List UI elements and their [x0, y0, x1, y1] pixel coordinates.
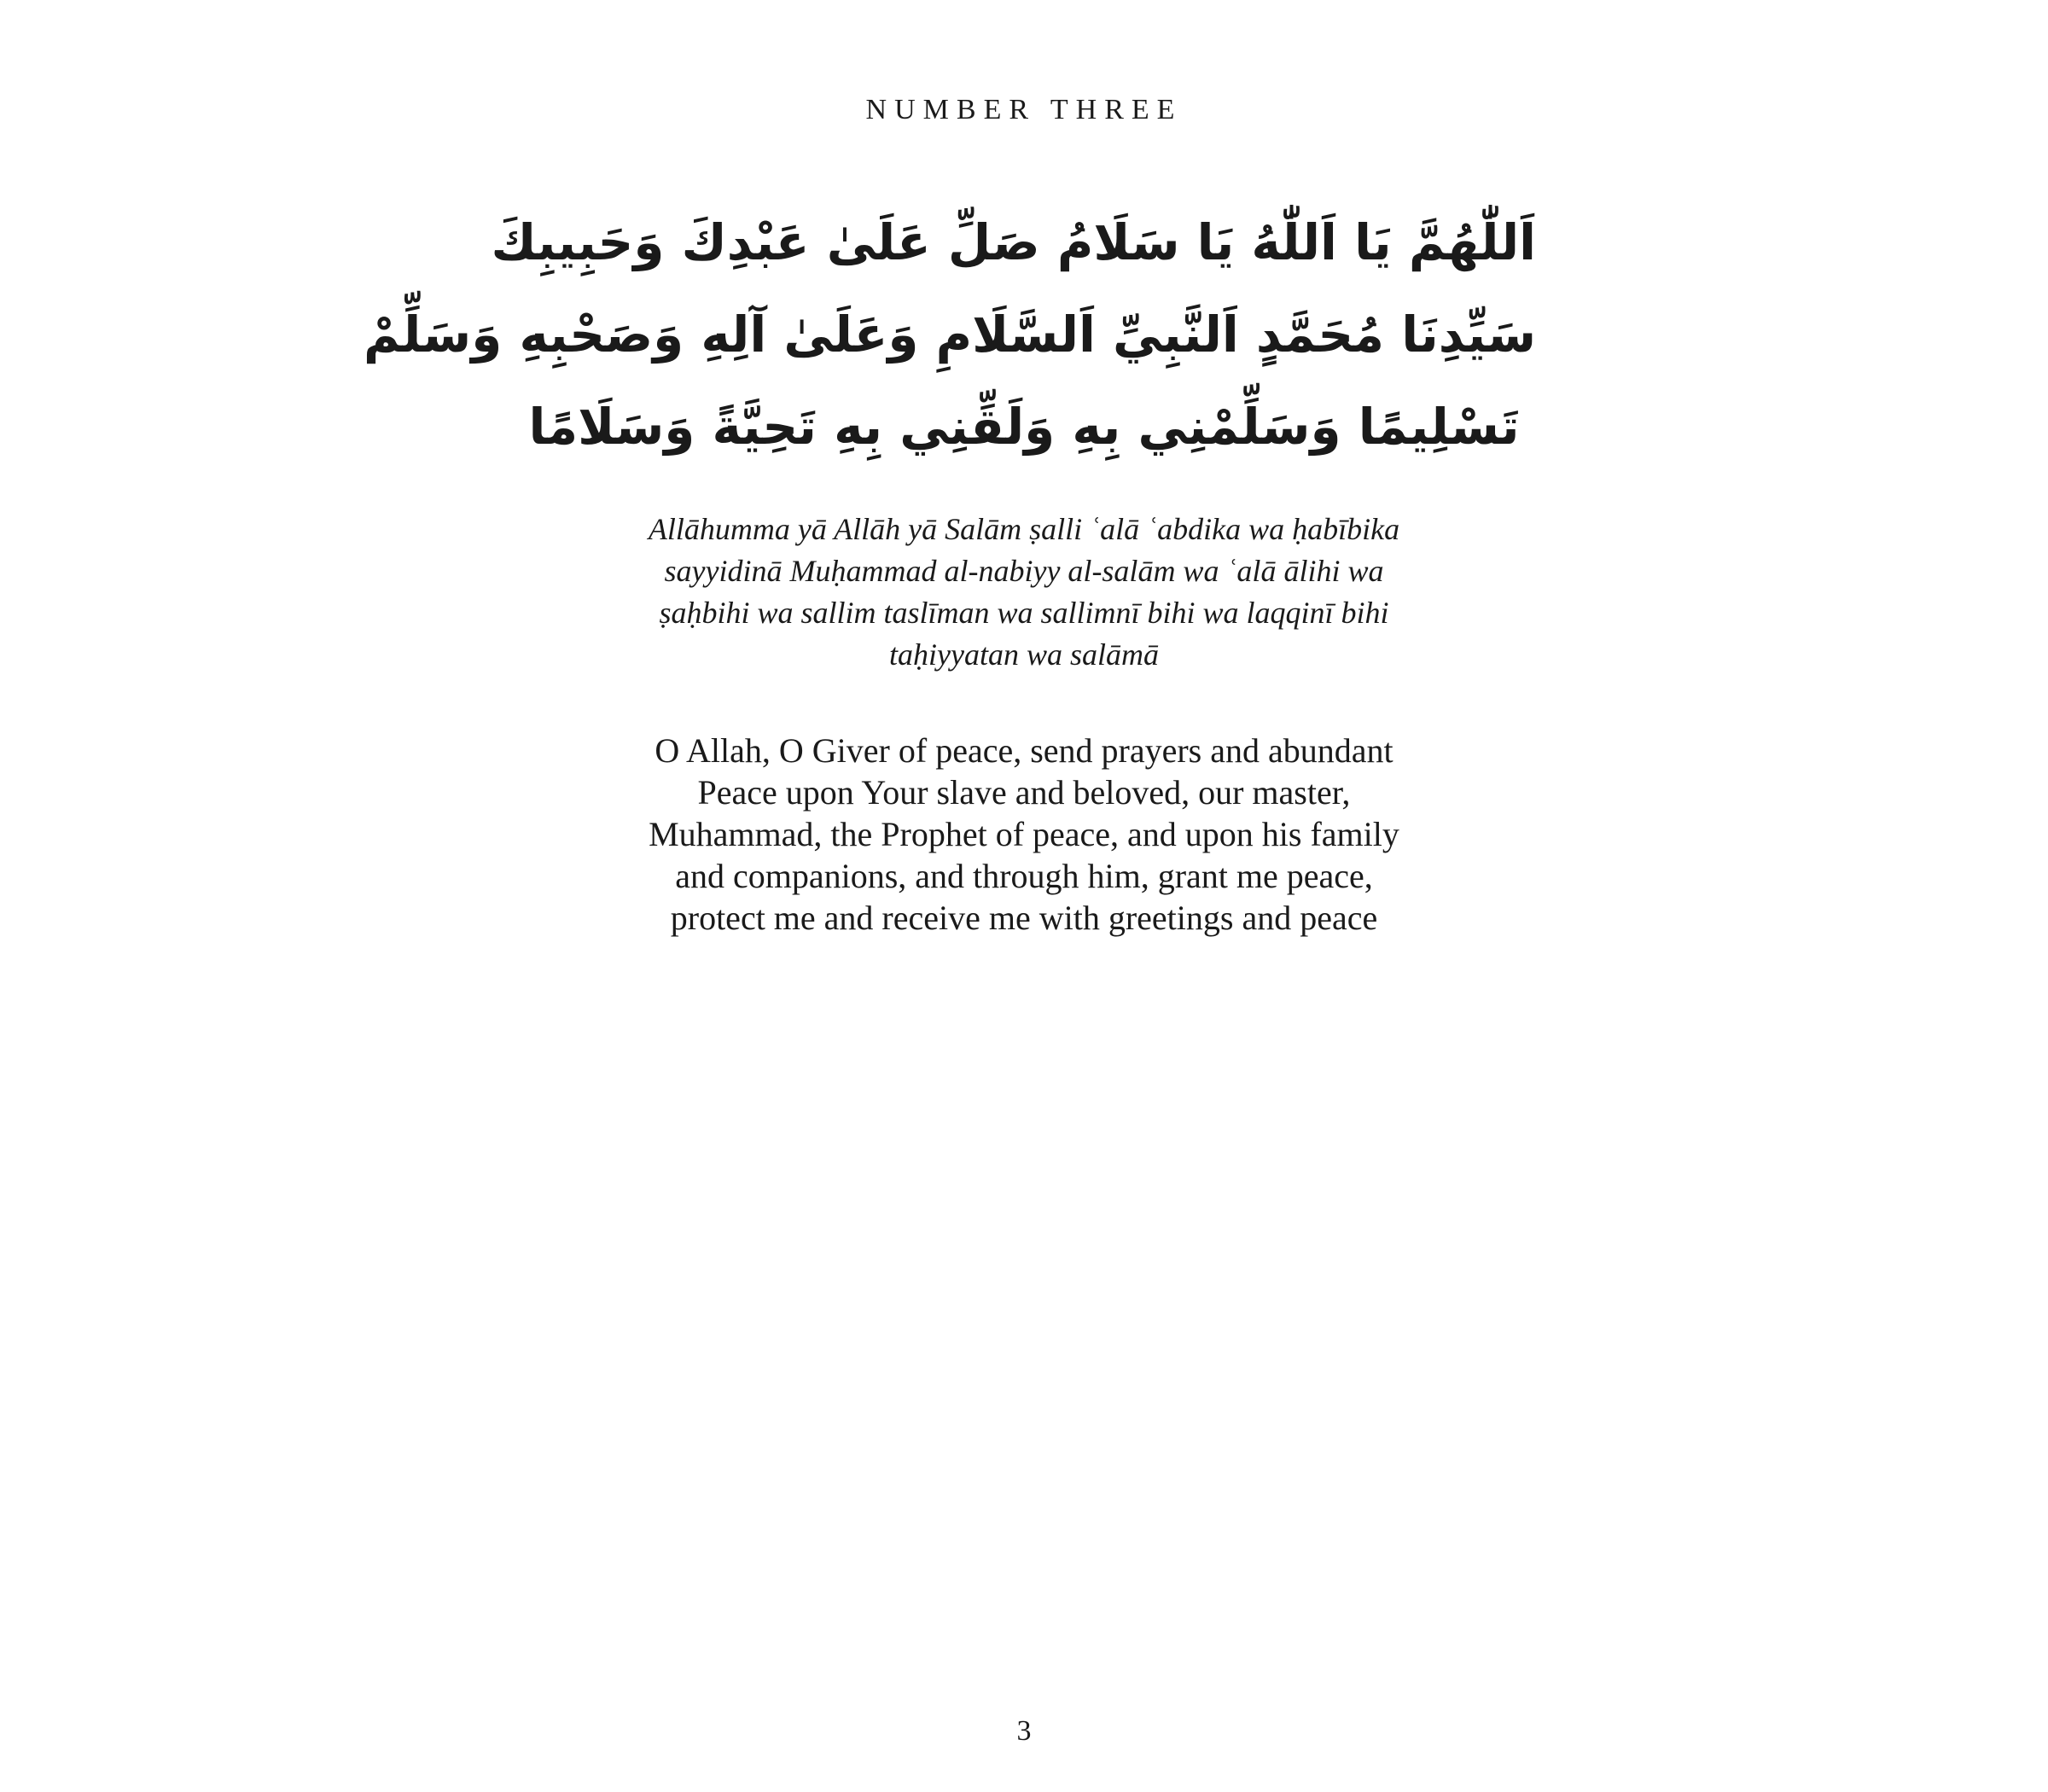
translation-line: Peace upon Your slave and beloved, our master,	[697, 773, 1351, 812]
translation-line: and companions, and through him, grant me peace,	[675, 857, 1373, 895]
section-heading: NUMBER THREE	[865, 94, 1183, 125]
transliteration	[546, 509, 1502, 676]
transliteration-line: ṣaḥbihi wa sallim taslīman wa sallimnī bihi wa laqqinī bihi	[659, 596, 1389, 630]
arabic-line: اَللّٰهُمَّ يَا اَللّٰهُ يَا سَلَامُ صَلِّ عَلَىٰ عَبْدِكَ وَحَبِيبِكَ	[491, 213, 1536, 271]
translation-line: protect me and receive me with greetings and peace	[670, 899, 1378, 937]
arabic-line: سَيِّدِنَا مُحَمَّدٍ اَلنَّبِيِّ اَلسَّلَامِ وَعَلَىٰ آلِهِ وَصَحْبِهِ وَسَلِّمْ	[364, 305, 1536, 364]
transliteration-line: Allāhumma yā Allāh yā Salām ṣalli ʿalā ʿabdika wa ḥabībika	[648, 512, 1400, 546]
page-number: 3	[1016, 1715, 1032, 1747]
transliteration-line: sayyidinā Muḥammad al-nabiyy al-salām wa ʿalā ālihi wa	[664, 554, 1384, 588]
arabic-line: تَسْلِيمًا وَسَلِّمْنِي بِهِ وَلَقِّنِي بِهِ تَحِيَّةً وَسَلَامًا	[528, 398, 1520, 456]
translation-line: Muhammad, the Prophet of peace, and upon his family	[649, 815, 1399, 853]
transliteration-line: taḥiyyatan wa salāmā	[889, 637, 1159, 672]
arabic-supplication	[364, 196, 1536, 473]
translation-line: O Allah, O Giver of peace, send prayers and abundant	[655, 731, 1393, 770]
english-translation	[546, 730, 1502, 939]
